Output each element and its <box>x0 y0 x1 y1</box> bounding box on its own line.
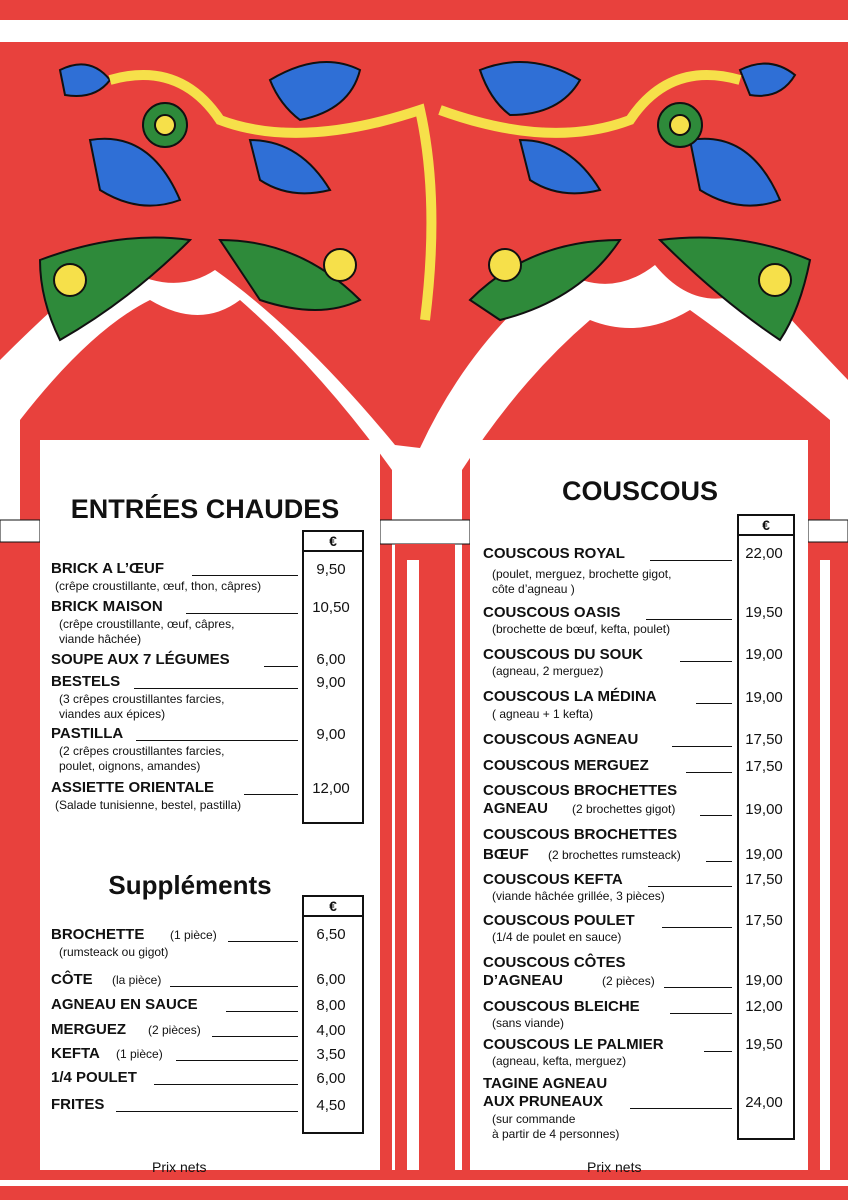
euro-header: € <box>304 532 362 552</box>
supplement-price: 3,50 <box>316 1046 346 1063</box>
menu-item-description: (2 crêpes croustillantes farcies, <box>59 744 225 758</box>
couscous-item-name: COUSCOUS DU SOUK <box>483 646 644 663</box>
menu-item-description: poulet, oignons, amandes) <box>59 759 201 773</box>
supplement-name: MERGUEZ <box>51 1021 126 1038</box>
couscous-item-name: COUSCOUS LE PALMIER <box>483 1036 664 1053</box>
supplement-name: KEFTA <box>51 1045 100 1062</box>
leader-line <box>170 986 298 987</box>
couscous-item-name-line2: D’AGNEAU <box>483 972 564 989</box>
leader-line <box>648 886 732 887</box>
couscous-item-description: (1/4 de poulet en sauce) <box>492 930 622 944</box>
supplement-name: 1/4 POULET <box>51 1069 137 1086</box>
couscous-item-description: (agneau, 2 merguez) <box>492 664 604 678</box>
couscous-item-price: 19,00 <box>745 801 783 818</box>
couscous-item-description: (sur commande <box>492 1112 576 1126</box>
menu-item-price: 6,00 <box>316 651 346 668</box>
section-title-supplements: Suppléments <box>108 870 272 900</box>
couscous-item-name: COUSCOUS CÔTES <box>483 954 626 971</box>
menu-item-price: 10,50 <box>312 599 350 616</box>
menu-item-name: PASTILLA <box>51 725 124 742</box>
couscous-item-price: 12,00 <box>745 998 783 1015</box>
supplement-note: (2 pièces) <box>148 1023 201 1037</box>
leader-line <box>696 703 732 704</box>
couscous-item-price: 19,50 <box>745 1036 783 1053</box>
menu-item-name: BESTELS <box>51 673 121 690</box>
couscous-item-name-line2: AUX PRUNEAUX <box>483 1093 604 1110</box>
menu-item-name: ASSIETTE ORIENTALE <box>51 779 215 796</box>
couscous-item-price: 24,00 <box>745 1094 783 1111</box>
couscous-item-name: COUSCOUS LA MÉDINA <box>483 688 657 705</box>
couscous-item-price: 19,00 <box>745 846 783 863</box>
supplement-name: FRITES <box>51 1096 105 1113</box>
leader-line <box>186 613 298 614</box>
menu-item-description: (crêpe croustillante, œuf, thon, câpres) <box>55 579 262 593</box>
couscous-item-name: COUSCOUS ROYAL <box>483 545 625 562</box>
leader-line <box>650 560 732 561</box>
supplement-price: 4,50 <box>316 1097 346 1114</box>
leader-line <box>646 619 732 620</box>
leader-line <box>154 1084 298 1085</box>
couscous-item-price: 17,50 <box>745 871 783 888</box>
couscous-item-description: côte d’agneau ) <box>492 582 575 596</box>
couscous-item-price: 17,50 <box>745 758 783 775</box>
leader-line <box>244 794 298 795</box>
leader-line <box>136 740 298 741</box>
couscous-item-name: COUSCOUS MERGUEZ <box>483 757 649 774</box>
couscous-item-price: 19,00 <box>745 646 783 663</box>
supplement-price: 6,00 <box>316 971 346 988</box>
couscous-item-description: (agneau, kefta, merguez) <box>492 1054 627 1068</box>
couscous-item-price: 19,00 <box>745 972 783 989</box>
section-title-couscous: COUSCOUS <box>561 476 718 506</box>
euro-header: € <box>304 897 362 917</box>
menu-item-price: 9,00 <box>316 674 346 691</box>
couscous-item-description: (poulet, merguez, brochette gigot, <box>492 567 672 581</box>
couscous-item-name: TAGINE AGNEAU <box>483 1075 608 1092</box>
supplement-price: 6,00 <box>316 1070 346 1087</box>
supplement-price: 8,00 <box>316 997 346 1014</box>
leader-line <box>700 815 732 816</box>
footer-prix-nets-right: Prix nets <box>587 1159 642 1175</box>
section-title-entrees: ENTRÉES CHAUDES <box>70 494 340 524</box>
menu-item-name: BRICK MAISON <box>51 598 163 615</box>
leader-line <box>212 1036 298 1037</box>
couscous-item-description: (sans viande) <box>492 1016 565 1030</box>
couscous-item-name: COUSCOUS BLEICHE <box>483 998 640 1015</box>
supplement-name: CÔTE <box>51 971 93 988</box>
leader-line <box>672 746 732 747</box>
leader-line <box>228 941 298 942</box>
menu-item-description: viande hâchée) <box>59 632 142 646</box>
supplement-price: 6,50 <box>316 926 346 943</box>
footer-prix-nets-left: Prix nets <box>152 1159 207 1175</box>
menu-item-description: (Salade tunisienne, bestel, pastilla) <box>55 798 242 812</box>
menu-item-name: SOUPE AUX 7 LÉGUMES <box>51 651 230 668</box>
supplement-price: 4,00 <box>316 1022 346 1039</box>
couscous-item-note: (2 brochettes gigot) <box>572 802 676 816</box>
leader-line <box>704 1051 732 1052</box>
couscous-item-name: COUSCOUS POULET <box>483 912 635 929</box>
couscous-item-note: (2 pièces) <box>602 974 655 988</box>
couscous-item-name-line2: AGNEAU <box>483 800 549 817</box>
leader-line <box>662 927 732 928</box>
couscous-item-description: à partir de 4 personnes) <box>492 1127 620 1141</box>
couscous-item-name: COUSCOUS BROCHETTES <box>483 782 678 799</box>
couscous-item-name-line2: BŒUF <box>483 846 529 863</box>
leader-line <box>686 772 732 773</box>
supplement-name: AGNEAU EN SAUCE <box>51 996 198 1013</box>
couscous-item-description: ( agneau + 1 kefta) <box>492 707 594 721</box>
supplement-note: (1 pièce) <box>170 928 217 942</box>
leader-line <box>226 1011 298 1012</box>
couscous-item-price: 17,50 <box>745 912 783 929</box>
couscous-item-price: 19,50 <box>745 604 783 621</box>
menu-item-price: 9,00 <box>316 726 346 743</box>
couscous-item-price: 19,00 <box>745 689 783 706</box>
couscous-item-name: COUSCOUS OASIS <box>483 604 621 621</box>
couscous-item-description: (brochette de bœuf, kefta, poulet) <box>492 622 671 636</box>
couscous-item-price: 22,00 <box>745 545 783 562</box>
couscous-item-price: 17,50 <box>745 731 783 748</box>
couscous-item-name: COUSCOUS KEFTA <box>483 871 623 888</box>
leader-line <box>664 987 732 988</box>
menu-item-description: viandes aux épices) <box>59 707 166 721</box>
supplement-note: (1 pièce) <box>116 1047 163 1061</box>
couscous-item-name: COUSCOUS BROCHETTES <box>483 826 678 843</box>
supplement-description: (rumsteack ou gigot) <box>59 945 169 959</box>
leader-line <box>192 575 298 576</box>
leader-line <box>134 688 298 689</box>
leader-line <box>176 1060 298 1061</box>
menu-item-price: 12,00 <box>312 780 350 797</box>
supplement-name: BROCHETTE <box>51 926 145 943</box>
leader-line <box>680 661 732 662</box>
leader-line <box>670 1013 732 1014</box>
supplement-note: (la pièce) <box>112 973 162 987</box>
euro-header: € <box>739 516 793 536</box>
couscous-item-note: (2 brochettes rumsteack) <box>548 848 681 862</box>
couscous-item-name: COUSCOUS AGNEAU <box>483 731 639 748</box>
menu-item-price: 9,50 <box>316 561 346 578</box>
leader-line <box>264 666 298 667</box>
leader-line <box>630 1108 732 1109</box>
menu-item-description: (3 crêpes croustillantes farcies, <box>59 692 225 706</box>
couscous-item-description: (viande hâchée grillée, 3 pièces) <box>492 889 665 903</box>
menu-item-description: (crêpe croustillante, œuf, câpres, <box>59 617 235 631</box>
menu-item-name: BRICK A L’ŒUF <box>51 560 165 577</box>
leader-line <box>116 1111 298 1112</box>
